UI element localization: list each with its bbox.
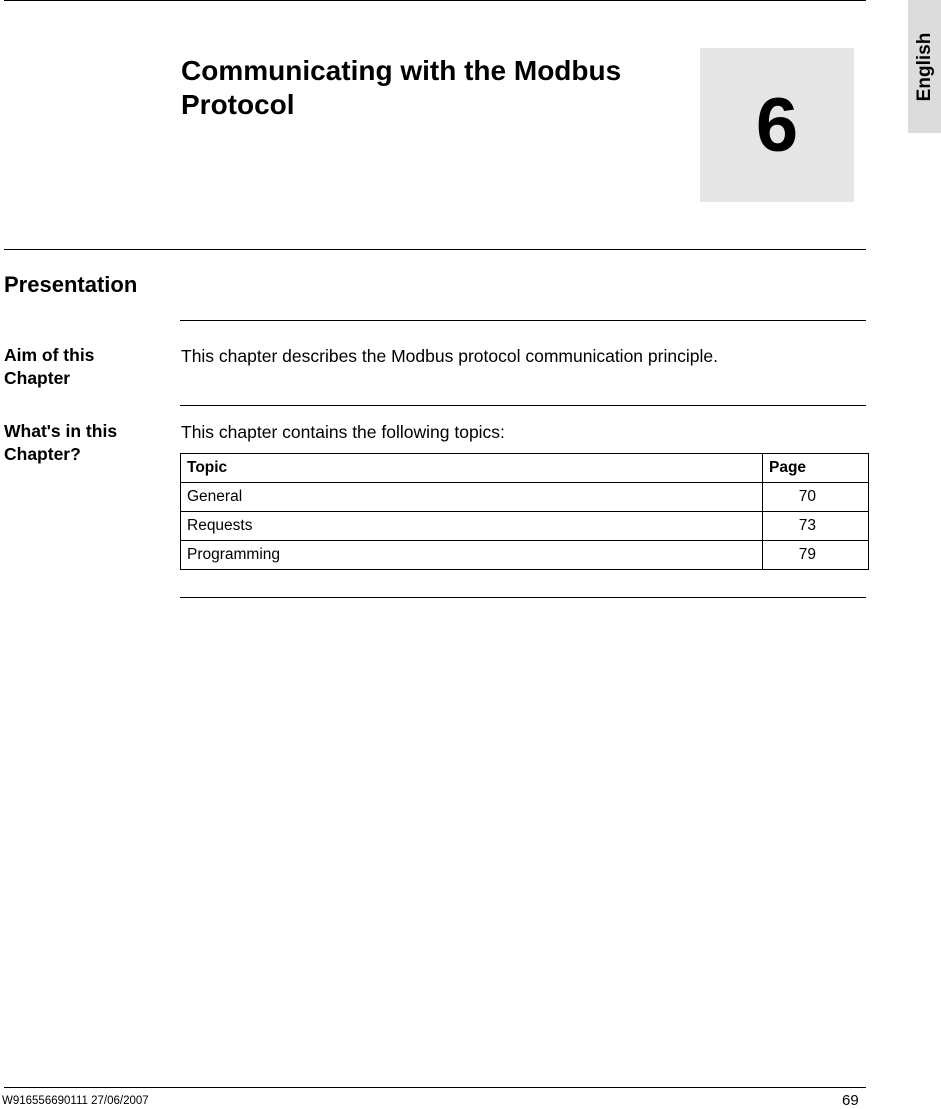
language-tab-label: English xyxy=(913,32,935,101)
section-rule xyxy=(4,249,866,250)
table-row xyxy=(181,512,869,541)
table-header-row xyxy=(181,454,869,483)
page-cell: 70 xyxy=(763,483,869,512)
topic-column-header: Topic xyxy=(181,454,763,483)
top-rule xyxy=(4,0,866,1)
topic-cell: General xyxy=(181,483,763,512)
table-row xyxy=(181,483,869,512)
aim-heading: Aim of this Chapter xyxy=(4,345,95,388)
aim-text: This chapter describes the Modbus protocol communication principle. xyxy=(181,346,718,366)
language-tab xyxy=(908,0,941,133)
footer-page-number: 69 xyxy=(842,1092,859,1109)
chapter-title: Communicating with the Modbus Protocol xyxy=(181,55,622,120)
footer-doc-ref: W916556690111 27/06/2007 xyxy=(2,1095,149,1107)
topics-table xyxy=(180,453,869,570)
page-cell: 73 xyxy=(763,512,869,541)
topic-cell: Requests xyxy=(181,512,763,541)
block-rule-end xyxy=(180,597,866,598)
chapter-number: 6 xyxy=(755,82,799,168)
section-title: Presentation xyxy=(4,272,138,297)
block-rule-aim xyxy=(180,320,866,321)
page-column-header: Page xyxy=(763,454,869,483)
chapter-number-box xyxy=(700,48,854,202)
contents-intro: This chapter contains the following topics: xyxy=(181,422,505,442)
block-rule-contents xyxy=(180,405,866,406)
footer-rule xyxy=(4,1087,866,1088)
page-cell: 79 xyxy=(763,541,869,570)
topic-cell: Programming xyxy=(181,541,763,570)
contents-heading: What's in this Chapter? xyxy=(4,421,118,464)
table-row xyxy=(181,541,869,570)
